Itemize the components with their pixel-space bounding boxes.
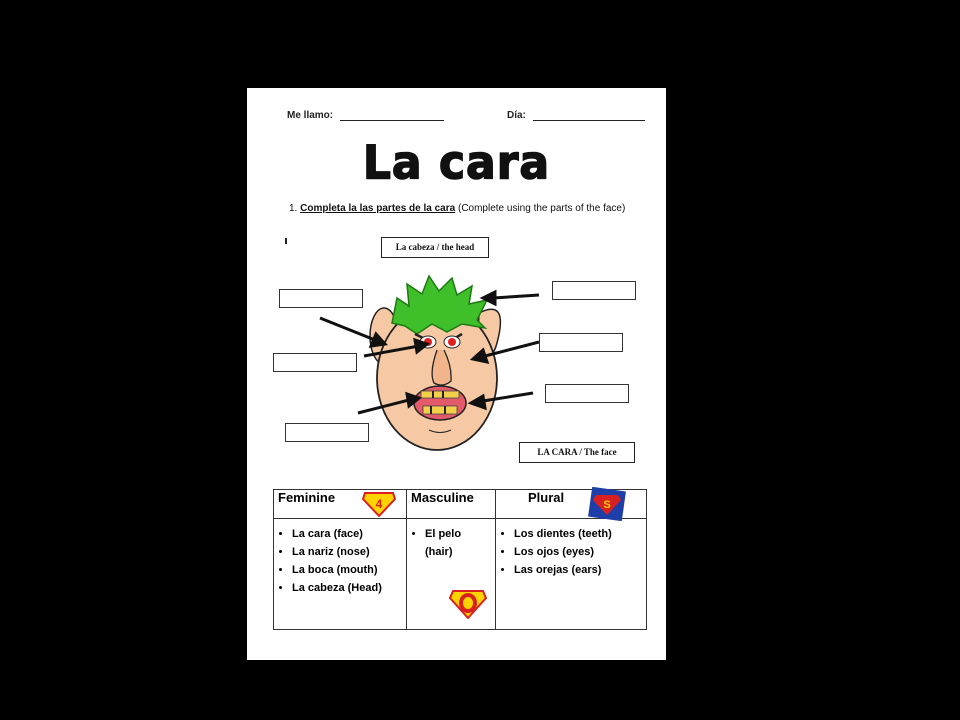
- label-head: La cabeza / the head: [381, 237, 489, 258]
- list-item: • Los ojos (eyes): [514, 543, 642, 561]
- day-label: Día:: [507, 110, 526, 121]
- list-item: • La nariz (nose): [292, 543, 402, 561]
- vocab-body-row: [274, 519, 647, 630]
- label-face: LA CARA / The face: [519, 442, 635, 463]
- superman-badge-icon: [362, 491, 396, 517]
- worksheet-page: [247, 88, 666, 660]
- header-feminine: [274, 490, 407, 519]
- name-label: Me llamo:: [287, 110, 334, 121]
- list-item: • La cara (face): [292, 525, 402, 543]
- list-item: • El pelo (hair): [425, 525, 491, 561]
- answer-box-eye[interactable]: [273, 353, 357, 372]
- superman-o-badge-icon: [449, 589, 487, 619]
- page-title: La cara: [362, 136, 551, 191]
- vocab-header-row: [274, 490, 647, 519]
- plural-list: [500, 525, 642, 579]
- answer-box-hair[interactable]: [552, 281, 636, 300]
- feminine-cell: [274, 519, 407, 630]
- svg-text:4: 4: [375, 497, 383, 511]
- header-feminine-label: Feminine: [278, 490, 336, 505]
- header-masculine-label: Masculine: [411, 490, 474, 505]
- answer-box-teeth[interactable]: [545, 384, 629, 403]
- instruction-spanish: Completa la las partes de la cara: [300, 203, 456, 214]
- right-iris: [448, 338, 456, 346]
- list-item: • Los dientes (teeth): [514, 525, 642, 543]
- arrow-hair: [493, 295, 539, 298]
- lower-teeth: [423, 406, 457, 414]
- header-masculine: [407, 490, 496, 519]
- masculine-list: [411, 525, 491, 561]
- hair: [392, 276, 487, 334]
- upper-teeth: [421, 391, 459, 398]
- vocab-table: [273, 489, 647, 630]
- instruction-english: (Complete using the parts of the face): [457, 203, 626, 214]
- header-plural-label: Plural: [528, 490, 565, 505]
- feminine-list: [278, 525, 402, 597]
- answer-box-right-eye[interactable]: [539, 333, 623, 352]
- answer-box-ear[interactable]: [279, 289, 363, 308]
- header-plural: [496, 490, 647, 519]
- answer-box-mouth[interactable]: [285, 423, 369, 442]
- list-item: • La cabeza (Head): [292, 579, 402, 597]
- svg-text:S: S: [603, 499, 611, 511]
- masculine-cell: [407, 519, 496, 630]
- instruction-number: 1.: [289, 203, 298, 214]
- superman-blue-badge-icon: [588, 487, 626, 521]
- plural-cell: [496, 519, 647, 630]
- arrow-ear: [320, 318, 375, 340]
- list-item: • La boca (mouth): [292, 561, 402, 579]
- list-item: • Las orejas (ears): [514, 561, 642, 579]
